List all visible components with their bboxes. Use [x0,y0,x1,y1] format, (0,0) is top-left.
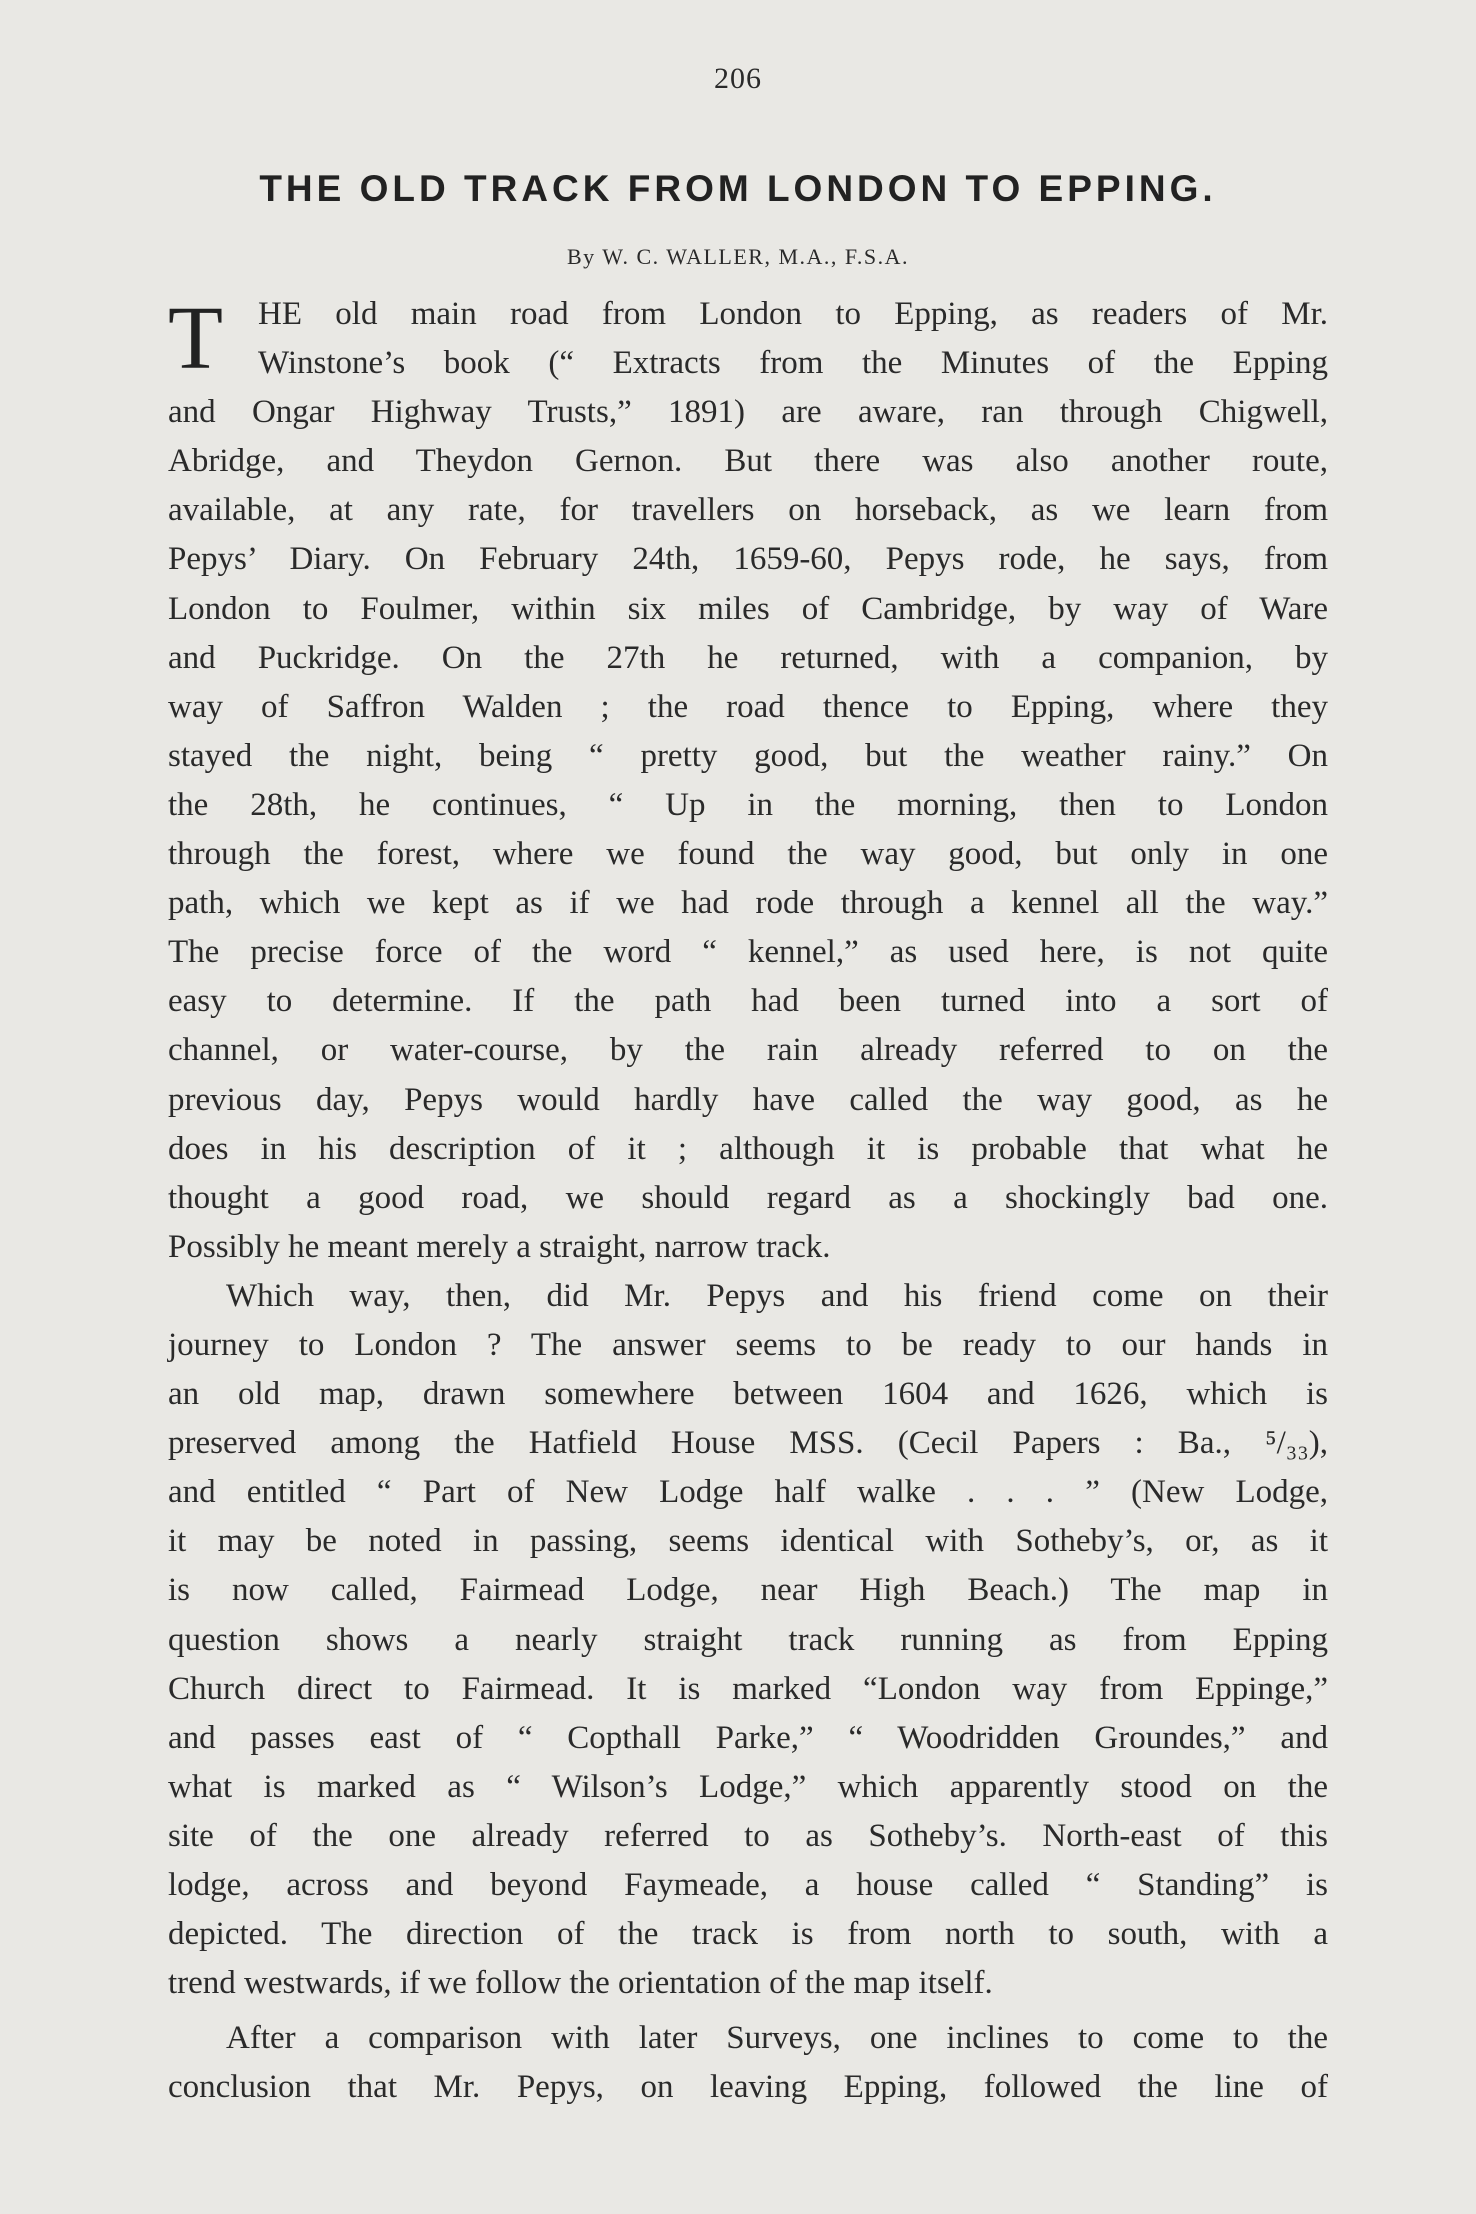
text-line: stayed the night, being “ pretty good, but the weather rainy.” On [168,737,1328,774]
text-line: trend westwards, if we follow the orientation of the map itself. [168,1965,993,2002]
article-body [168,290,1328,2112]
text-line: easy to determine. If the path had been turned into a sort of [168,983,1328,1020]
text-line: Pepys’ Diary. On February 24th, 1659-60, Pepys rode, he says, from [168,541,1328,578]
text-line: is now called, Fairmead Lodge, near High Beach.) The map in [168,1572,1328,1609]
author-byline: By W. C. WALLER, M.A., F.S.A. [566,244,910,269]
text-line: it may be noted in passing, seems identical with Sotheby’s, or, as it [168,1523,1328,1560]
text-line: Abridge, and Theydon Gernon. But there was also another route, [168,443,1328,480]
text-line: and passes east of “ Copthall Parke,” “ Woodridden Groundes,” and [168,1719,1328,1756]
text-line: Church direct to Fairmead. It is marked “London way from Eppinge,” [168,1670,1328,1707]
text-line: lodge, across and beyond Faymeade, a house called “ Standing” is [168,1867,1328,1903]
text-line: Winstone’s book (“ Extracts from the Minutes of the Epping [258,345,1328,382]
text-line: available, at any rate, for travellers on horseback, as we learn from [168,492,1328,529]
text-line: way of Saffron Walden ; the road thence to Epping, where they [168,688,1328,725]
text-line: and Puckridge. On the 27th he returned, with a companion, by [168,639,1328,676]
text-line: The precise force of the word “ kennel,” as used here, is not quite [168,934,1328,971]
text-line: question shows a nearly straight track running as from Epping [168,1621,1328,1658]
drop-cap: T [168,289,223,388]
text-line: an old map, drawn somewhere between 1604 and 1626, which is [168,1376,1328,1413]
text-line: preserved among the Hatfield House MSS. (Cecil Papers : Ba., ⁵/₃₃), [168,1425,1328,1462]
text-line: conclusion that Mr. Pepys, on leaving Epping, followed the line of [168,2069,1328,2106]
text-line: and entitled “ Part of New Lodge half walke . . . ” (New Lodge, [168,1474,1328,1511]
text-line: HE old main road from London to Epping, as readers of Mr. [258,296,1328,332]
text-line: path, which we kept as if we had rode through a kennel all the way.” [168,885,1328,922]
text-line: the 28th, he continues, “ Up in the morning, then to London [168,786,1328,823]
article-title: THE OLD TRACK FROM LONDON TO EPPING. [259,168,1217,209]
paragraph-1 [168,290,1328,1272]
text-line: previous day, Pepys would hardly have called the way good, as he [168,1081,1328,1118]
text-line: Which way, then, did Mr. Pepys and his friend come on their [226,1277,1328,1314]
paragraph-3 [168,2014,1328,2112]
text-line: site of the one already referred to as Sotheby’s. North-east of this [168,1817,1328,1854]
text-line: Possibly he meant merely a straight, narrow track. [168,1228,831,1265]
text-line: After a comparison with later Surveys, one inclines to come to the [226,2020,1328,2057]
text-line: through the forest, where we found the way good, but only in one [168,836,1328,873]
text-line: does in his description of it ; although it is probable that what he [168,1130,1328,1167]
paragraph-2 [168,1272,1328,2008]
text-line: channel, or water-course, by the rain already referred to on the [168,1032,1328,1069]
text-line: journey to London ? The answer seems to be ready to our hands in [168,1326,1328,1363]
page-number: 206 [714,62,762,95]
text-line: what is marked as “ Wilson’s Lodge,” which apparently stood on the [168,1768,1328,1805]
text-line: and Ongar Highway Trusts,” 1891) are aware, ran through Chigwell, [168,394,1328,431]
text-line: London to Foulmer, within six miles of Cambridge, by way of Ware [168,590,1328,627]
text-line: thought a good road, we should regard as a shockingly bad one. [168,1179,1328,1216]
text-line: depicted. The direction of the track is from north to south, with a [168,1916,1328,1953]
